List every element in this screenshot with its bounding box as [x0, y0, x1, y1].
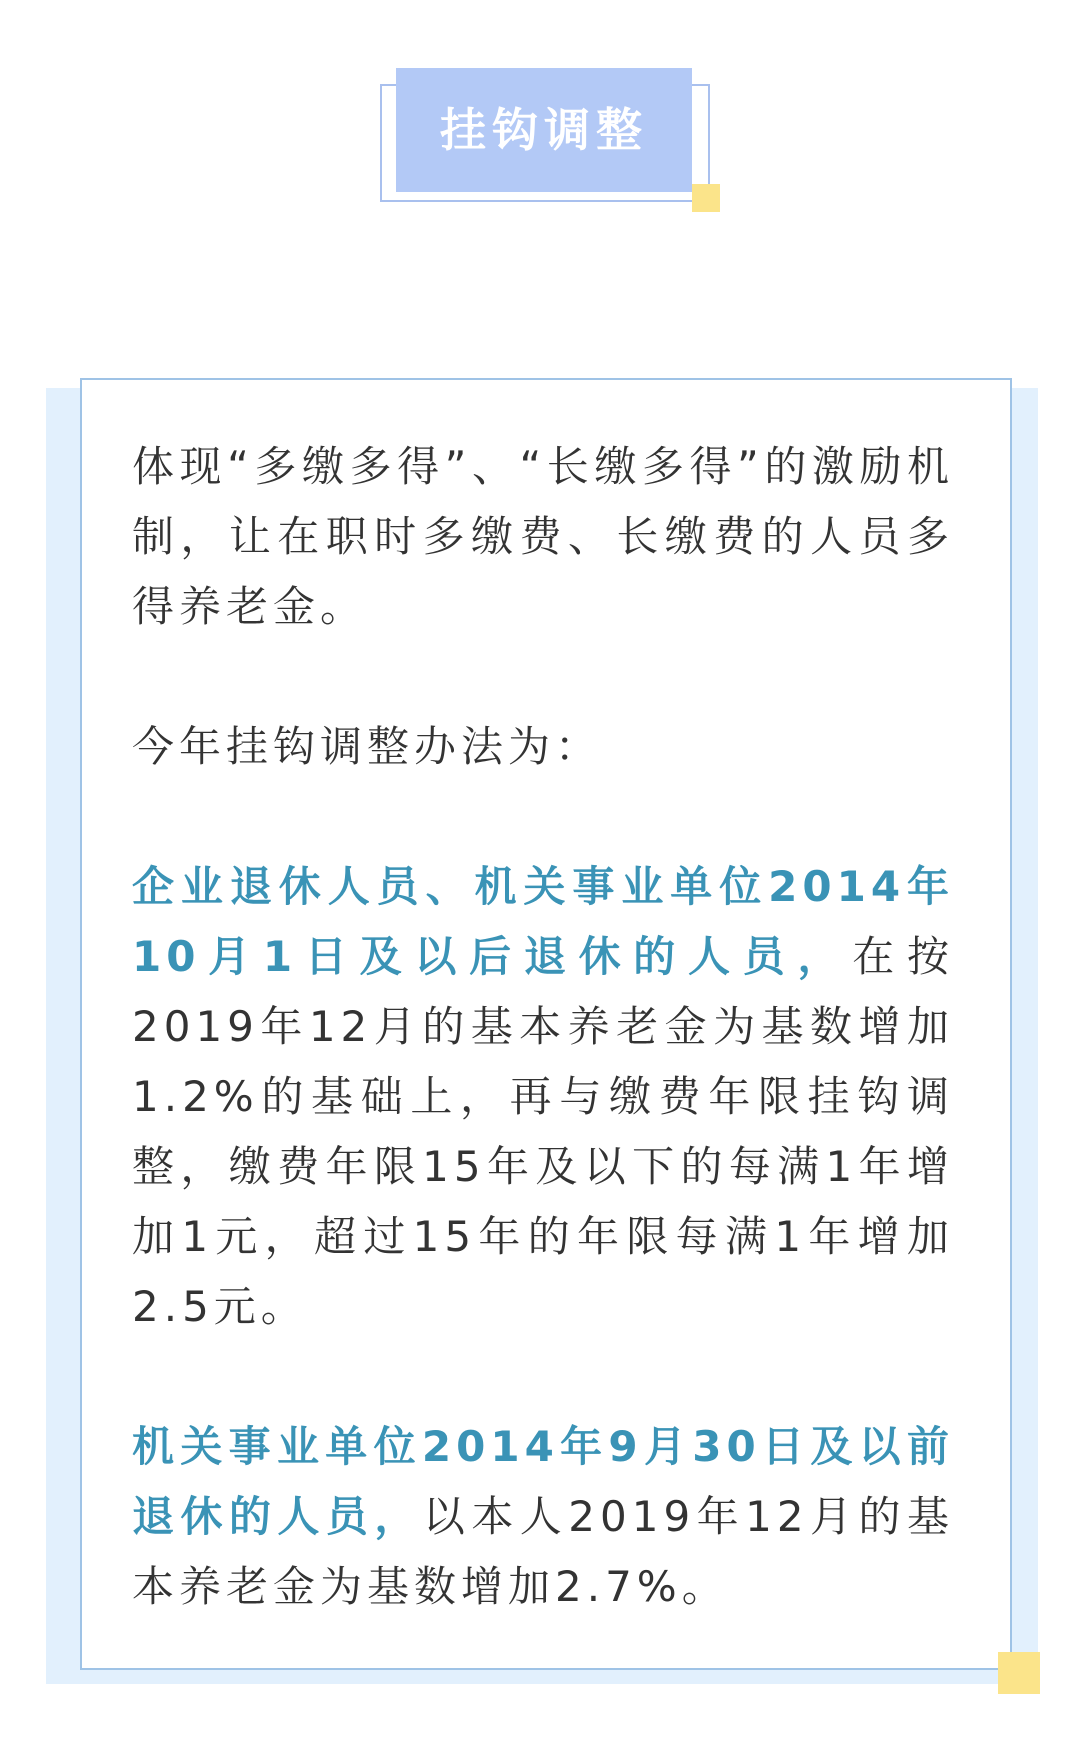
section-title: 挂钩调整	[440, 103, 648, 157]
paragraph-institution-retirees	[132, 1412, 954, 1622]
card-accent-square	[998, 1652, 1040, 1694]
card-content	[132, 432, 954, 1622]
paragraph-intro: 体现“多缴多得”、“长缴多得”的激励机制，让在职时多缴费、长缴费的人员多得养老金。	[132, 442, 954, 631]
paragraph-enterprise-retirees-text: 在按2019年12月的基本养老金为基数增加1.2%的基础上，再与缴费年限挂钩调整，缴费年限15年及以下的每满1年增加1元，超过15年的年限每满1年增加2.5元。	[132, 932, 954, 1331]
paragraph-method-heading: 今年挂钩调整办法为：	[132, 722, 603, 771]
highlight-institution-retirees: 机关事业单位2014年9月30日及以前退休的人员，	[132, 1422, 954, 1541]
paragraph-enterprise-retirees	[132, 852, 954, 1342]
paragraph-institution-retirees-text: 以本人2019年12月的基本养老金为基数增加2.7%。	[132, 1492, 954, 1611]
title-badge-accent-square	[692, 184, 720, 212]
highlight-enterprise-retirees: 企业退休人员、机关事业单位2014年10月1日及以后退休的人员，	[132, 862, 954, 981]
